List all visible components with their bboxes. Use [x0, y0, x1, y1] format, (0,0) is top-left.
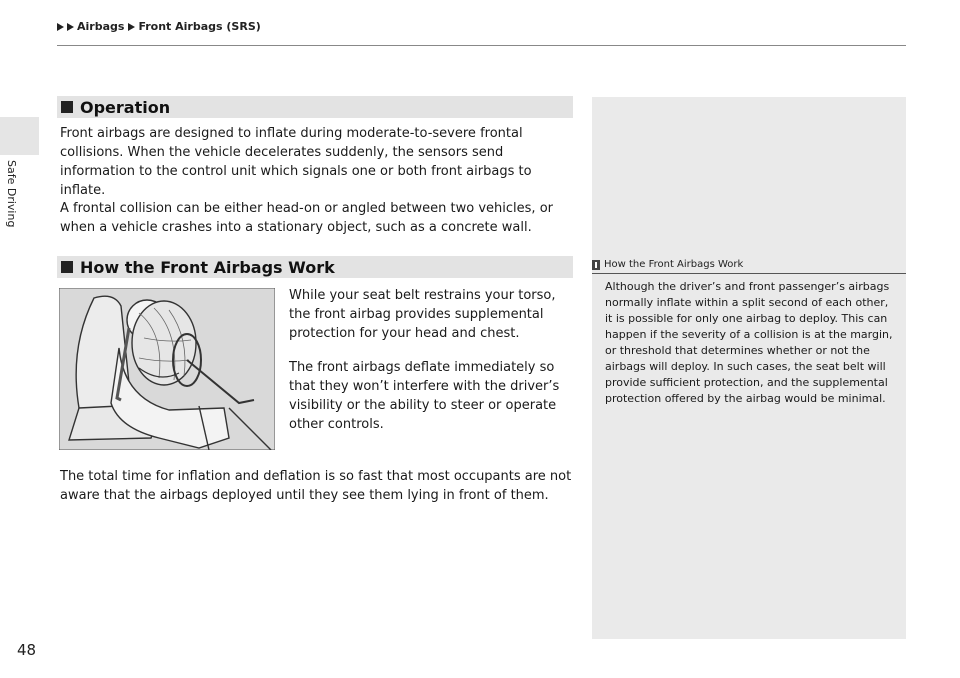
section-square-icon [61, 261, 73, 273]
operation-paragraph-1: Front airbags are designed to inflate during moderate-to-severe frontal collisions. When the vehicle decelerates suddenly, the sensors send information to the control unit which signals one or both front airbags to inflate. [60, 126, 532, 198]
breadcrumb-arrow-icon [128, 23, 135, 31]
how-paragraph-1: While your seat belt restrains your torso, the front airbag provides supplemental protection for your head and chest. [289, 288, 556, 341]
breadcrumb-item-front-airbags[interactable]: Front Airbags (SRS) [138, 20, 261, 33]
breadcrumb-arrow-icon [57, 23, 64, 31]
note-divider [592, 273, 906, 274]
page-number: 48 [17, 641, 37, 659]
note-heading [592, 259, 904, 270]
how-paragraph-3: The total time for inflation and deflation is so fast that most occupants are not aware that the airbags deployed until they see them lying in front of them. [60, 469, 572, 503]
section-title: How the Front Airbags Work [80, 257, 335, 277]
breadcrumb [57, 20, 261, 33]
airbag-illustration [59, 288, 275, 450]
section-title: Operation [80, 97, 171, 117]
note-title: How the Front Airbags Work [604, 259, 744, 270]
header-divider [57, 45, 906, 46]
how-paragraph-2: The front airbags deflate immediately so that they won’t interfere with the driver’s visibility or the ability to steer or operate other controls. [289, 360, 560, 432]
section-heading-operation [57, 96, 573, 118]
side-section-label: Safe Driving [5, 160, 18, 228]
section-tab-marker [0, 117, 39, 155]
note-body: Although the driver’s and front passenger’s airbags normally inflate within a split second of each other, it is possible for only one airbag to deploy. This can happen if the severity of a collision is at the margin, or threshold that determines whether or not the airbags will deploy. In such cases, the seat belt will provide sufficient protection, and the supplemental protection offered by the airbag would be minimal. [605, 280, 893, 405]
note-marker-icon [592, 260, 600, 270]
section-heading-how-airbags-work [57, 256, 573, 278]
operation-paragraph-2: A frontal collision can be either head-on or angled between two vehicles, or when a vehicle crashes into a stationary object, such as a concrete wall. [60, 201, 553, 235]
breadcrumb-item-airbags[interactable]: Airbags [77, 20, 125, 33]
breadcrumb-arrow-icon [67, 23, 74, 31]
section-square-icon [61, 101, 73, 113]
